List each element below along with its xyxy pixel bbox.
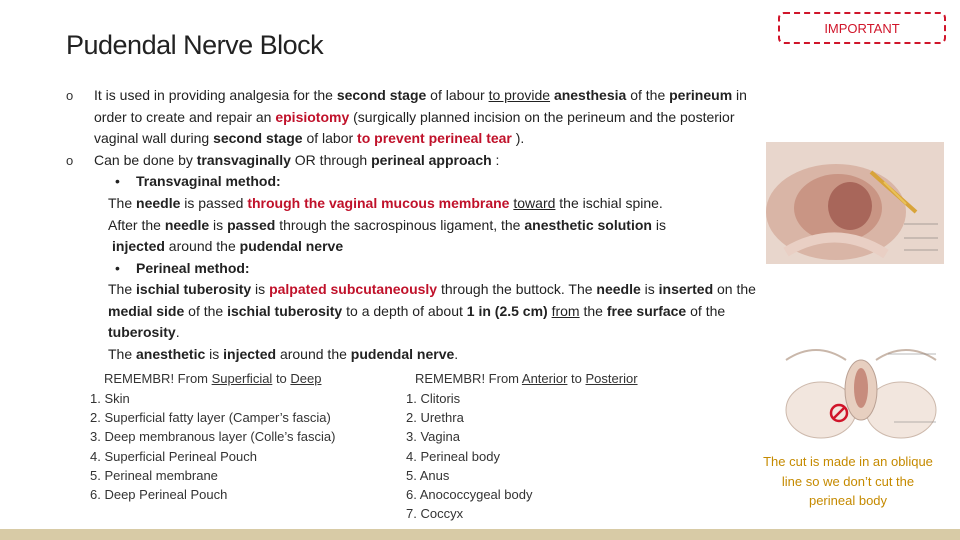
text: needle xyxy=(136,195,181,211)
text: order to create and repair an xyxy=(94,108,276,125)
text: to a depth of about xyxy=(342,302,467,319)
list-item: 1. Skin xyxy=(90,391,130,406)
paragraph-indication xyxy=(94,85,884,150)
list-item: 4. Perineal body xyxy=(406,448,500,464)
text: REMEMBR! From xyxy=(104,371,212,386)
text: of labor xyxy=(302,130,358,146)
list-item: 1. Clitoris xyxy=(406,391,461,406)
text: pudendal nerve xyxy=(239,238,344,254)
text: to provide xyxy=(488,87,551,103)
text: second stage xyxy=(336,87,427,103)
text: is xyxy=(205,345,224,362)
text: injected xyxy=(112,238,165,254)
text: The xyxy=(108,195,137,211)
list-item: 7. Coccyx xyxy=(406,506,464,522)
text: anesthetic xyxy=(136,345,206,362)
layers-heading xyxy=(104,371,321,386)
text: transvaginally xyxy=(196,152,291,168)
text: . xyxy=(454,345,459,362)
footer-bar xyxy=(0,529,960,540)
transvaginal-heading: Transvaginal method: xyxy=(136,173,281,189)
list-item: 5. Perineal membrane xyxy=(90,467,218,483)
text: OR through xyxy=(290,152,372,168)
structures-heading xyxy=(415,371,638,386)
text: through the buttock. The xyxy=(437,281,597,297)
text: (surgically planned incision on the perineum and the posterior xyxy=(349,108,735,125)
text: ischial tuberosity xyxy=(136,281,252,297)
text: around the xyxy=(164,238,240,254)
text: anesthesia xyxy=(553,87,627,103)
text: The xyxy=(108,281,137,297)
perineal-heading: Perineal method: xyxy=(136,260,250,276)
list-item: 2. Urethra xyxy=(406,410,464,426)
text: toward xyxy=(513,195,556,211)
text: in xyxy=(732,87,747,103)
cut-note: The cut is made in an oblique line so we don’t cut the perineal body xyxy=(763,454,933,508)
list-item: 3. Deep membranous layer (Colle’s fascia) xyxy=(90,429,336,445)
layers-list xyxy=(90,389,335,504)
text: is xyxy=(640,281,659,297)
bullet-dot-icon: • xyxy=(115,260,120,276)
list-item: 6. Deep Perineal Pouch xyxy=(90,487,228,503)
text: through xyxy=(247,195,301,211)
text: 1 in (2.5 cm) xyxy=(466,302,548,319)
text: medial side xyxy=(108,302,185,319)
list-item: 6. Anococcygeal body xyxy=(406,487,533,503)
text: the xyxy=(579,302,607,319)
text: Posterior xyxy=(585,371,638,386)
text: second stage xyxy=(213,130,303,146)
text: ). xyxy=(511,130,525,146)
text: is xyxy=(209,216,228,233)
text: of the xyxy=(184,302,228,319)
important-badge: IMPORTANT xyxy=(778,12,946,44)
text: on the xyxy=(713,281,756,297)
text: needle xyxy=(596,281,641,297)
text: perineum xyxy=(669,87,733,103)
text: It is used in providing analgesia for the xyxy=(94,87,337,103)
bullet-circle-icon: o xyxy=(66,88,74,103)
list-item: 4. Superficial Perineal Pouch xyxy=(90,448,257,464)
text: The xyxy=(108,345,137,362)
text: inserted xyxy=(658,281,714,297)
list-item: 2. Superficial fatty layer (Camper’s fascia) xyxy=(90,410,331,426)
bullet-dot-icon: • xyxy=(115,173,120,189)
bullet-circle-icon: o xyxy=(66,153,74,168)
perineum-diagram-icon xyxy=(776,330,944,446)
perineal-description xyxy=(108,279,868,365)
text: the vaginal mucous membrane xyxy=(304,195,510,211)
text: to prevent perineal tear xyxy=(357,130,512,146)
text: is passed xyxy=(180,195,248,211)
text: of the xyxy=(626,87,670,103)
text: to xyxy=(567,371,586,386)
text: needle xyxy=(164,216,210,233)
text: episiotomy xyxy=(275,108,350,125)
text: : xyxy=(491,152,500,168)
text: perineal approach xyxy=(371,152,492,168)
list-item: 5. Anus xyxy=(406,467,450,483)
structures-list xyxy=(406,389,532,523)
text: through the sacrospinous ligament, the xyxy=(275,216,525,233)
text: REMEMBR! From xyxy=(415,371,522,386)
text: around the xyxy=(276,345,351,362)
text: of labour xyxy=(426,87,489,103)
text: Anterior xyxy=(521,371,568,386)
text: free surface xyxy=(606,302,687,319)
text: Can be done by xyxy=(94,152,197,168)
transvaginal-description xyxy=(108,193,768,258)
text: of the xyxy=(686,302,726,319)
text: is xyxy=(251,281,270,297)
text: to xyxy=(272,371,291,386)
paragraph-approach xyxy=(94,150,499,172)
text: pudendal nerve xyxy=(350,345,455,362)
text: anesthetic solution xyxy=(524,216,652,233)
text: palpated subcutaneously xyxy=(269,281,438,297)
slide-title: Pudendal Nerve Block xyxy=(66,30,324,60)
text: After the xyxy=(108,216,165,233)
text: the ischial spine. xyxy=(555,195,663,211)
text: ischial tuberosity xyxy=(227,302,343,319)
text: vaginal wall during xyxy=(94,130,214,146)
text: tuberosity xyxy=(108,324,176,340)
text: Superficial xyxy=(211,371,273,386)
text: injected xyxy=(223,345,277,362)
text: is xyxy=(651,216,666,233)
text: passed xyxy=(227,216,276,233)
text: Deep xyxy=(290,371,322,386)
text: . xyxy=(175,324,180,340)
list-item: 3. Vagina xyxy=(406,429,460,445)
text: from xyxy=(551,302,580,319)
anatomy-illustration-icon xyxy=(766,142,944,264)
